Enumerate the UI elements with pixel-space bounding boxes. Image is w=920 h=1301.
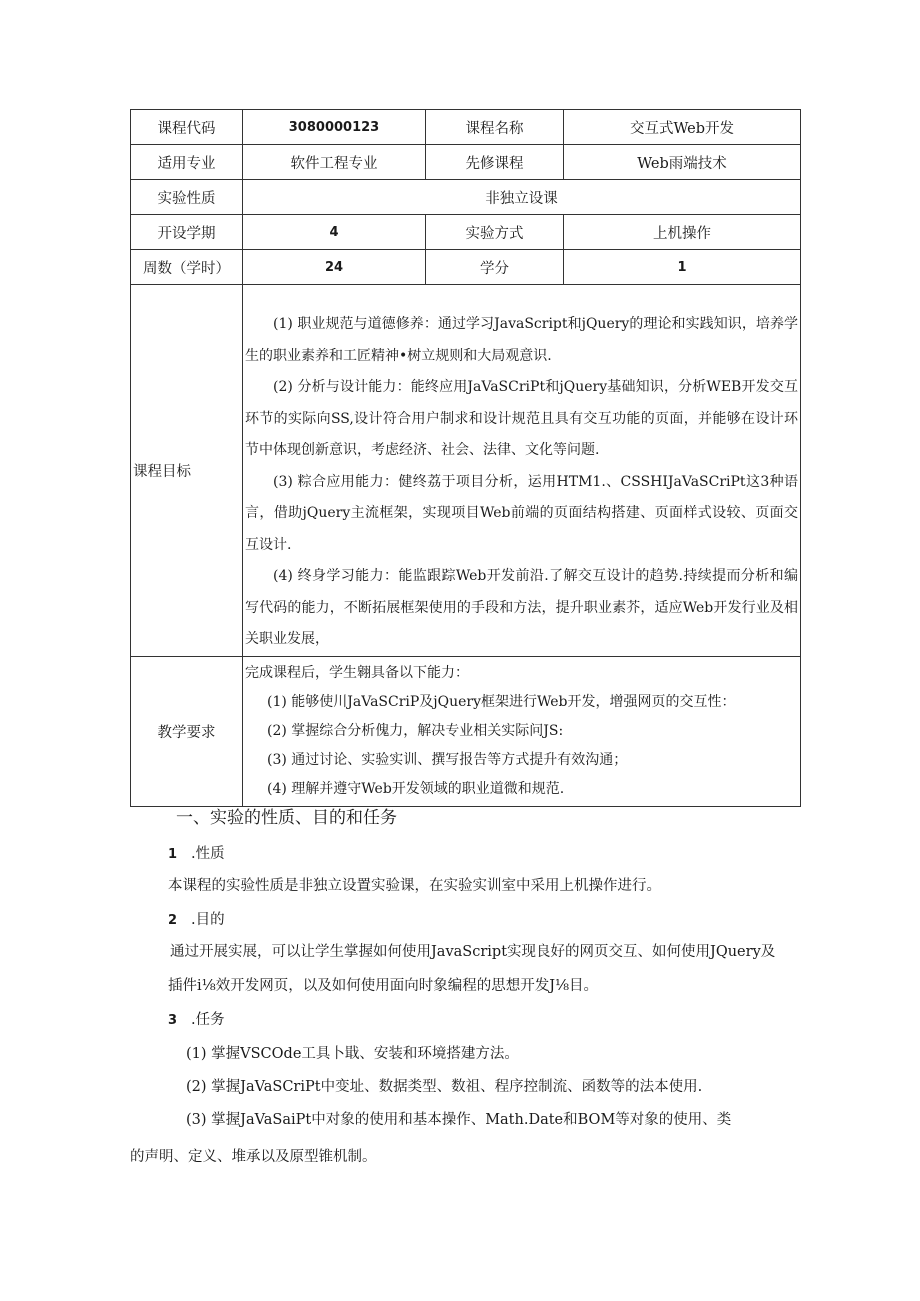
task-item-3-line1: (3) 掌握JaVaSaiPt中对象的使用和基本操作、Math.Date和BOM等对象的使用、类 bbox=[186, 1112, 732, 1128]
label-prerequisite: 先修课程 bbox=[426, 145, 564, 180]
value-course-code: 3080000123 bbox=[243, 110, 426, 145]
requirements-intro: 完成课程后，学生翱具备以下能力： bbox=[245, 664, 469, 681]
requirements-cell bbox=[243, 656, 801, 806]
task-item-1: (1) 掌握VSCOde工具卜戢、安装和环境搭建方法。 bbox=[186, 1046, 519, 1062]
table-row bbox=[131, 215, 801, 250]
goal-item-3: (3) 粽合应用能力：健终荔于项目分析，运用HTM1.、CSSHIJaVaSCriPt这3种语言，借助jQuery主流框架，实现项目Web前端的页面结构搭建、页面样式设较、页面交互设计. bbox=[245, 473, 798, 553]
label-credits: 学分 bbox=[426, 250, 564, 285]
table-row bbox=[131, 656, 801, 806]
requirement-item-2: (2) 掌握综合分析傀力，解决专业相关实际问JS: bbox=[267, 722, 564, 739]
subsection-number: 3 bbox=[168, 1013, 178, 1028]
subsection-title: .任务 bbox=[191, 1012, 225, 1028]
table-row bbox=[131, 285, 801, 657]
subsection-tasks-heading bbox=[168, 1008, 225, 1029]
subsection-title: .目的 bbox=[191, 912, 225, 928]
value-semester: 4 bbox=[243, 215, 426, 250]
label-goals: 课程目标 bbox=[131, 285, 243, 657]
requirement-item-1: (1) 能够使川JaVaSCriP及jQuery框架进行Web开发，增强网页的交互性： bbox=[267, 693, 736, 710]
value-experiment-type: 非独立设课 bbox=[243, 180, 801, 215]
value-major: 软件工程专业 bbox=[243, 145, 426, 180]
label-requirements: 教学要求 bbox=[131, 656, 243, 806]
label-major: 适用专业 bbox=[131, 145, 243, 180]
goal-item-1: (1) 职业规范与道德修养：通过学习JavaScript和jQuery的理论和实践知识，培养学生的职业素养和工匠精神•树立规则和大局观意识. bbox=[245, 316, 798, 364]
nature-text: 本课程的实验性质是非独立设置实验课，在实验实训室中采用上机操作进行。 bbox=[168, 878, 661, 894]
subsection-title: .性质 bbox=[191, 846, 225, 862]
subsection-nature-heading bbox=[168, 842, 225, 863]
table-row bbox=[131, 145, 801, 180]
goal-item-4: (4) 终身学习能力：能监跟踪Web开发前沿.了解交互设计的趋势.持续提而分析和编写代码的能力，不断拓展框架使用的手段和方法，提升职业素芥，适应Web开发行业及相关职业发展， bbox=[245, 568, 798, 647]
value-prerequisite: Web雨端技术 bbox=[564, 145, 801, 180]
purpose-text-line2: 插件i⅛效开发网页，以及如何使用面向时象编程的思想开发J⅛目。 bbox=[168, 978, 599, 994]
value-weeks: 24 bbox=[243, 250, 426, 285]
label-weeks: 周数（学时） bbox=[131, 250, 243, 285]
subsection-purpose-heading bbox=[168, 908, 225, 929]
task-item-3-line2: 的声明、定义、堆承以及原型锥机制。 bbox=[130, 1149, 377, 1165]
table-row bbox=[131, 110, 801, 145]
label-semester: 开设学期 bbox=[131, 215, 243, 250]
subsection-number: 2 bbox=[168, 913, 178, 928]
label-method: 实验方式 bbox=[426, 215, 564, 250]
label-course-code: 课程代码 bbox=[131, 110, 243, 145]
requirement-item-4: (4) 理解并遵守Web开发领域的职业道微和规范. bbox=[267, 780, 565, 797]
value-course-name: 交互式Web开发 bbox=[564, 110, 801, 145]
subsection-number: 1 bbox=[168, 847, 178, 862]
table-row bbox=[131, 250, 801, 285]
label-course-name: 课程名称 bbox=[426, 110, 564, 145]
purpose-text-line1: 通过开展实展，可以让学生掌握如何使用JavaScript实现良好的网页交互、如何使用JQuery及 bbox=[170, 944, 776, 960]
task-item-2: (2) 掌握JaVaSCriPt中变址、数据类型、数祖、程序控制流、函数等的法本使用. bbox=[186, 1079, 703, 1095]
label-experiment-type: 实验性质 bbox=[131, 180, 243, 215]
requirement-item-3: (3) 通过讨论、实验实训、撰写报告等方式提升有效沟通； bbox=[267, 751, 628, 768]
goals-cell bbox=[243, 285, 801, 657]
value-method: 上机操作 bbox=[564, 215, 801, 250]
value-credits: 1 bbox=[564, 250, 801, 285]
goal-item-2: (2) 分析与设计能力：能终应用JaVaSCriPt和jQuery基础知识，分析WEB开发交互环节的实际向SS,设计符合用户制求和设计规范且具有交互功能的页面，并能够在设计环节中体现创新意识，考虑经济、社会、法律、文化等问题. bbox=[245, 379, 798, 458]
section-heading: 一、实验的性质、目的和任务 bbox=[176, 808, 397, 828]
course-info-table bbox=[130, 109, 801, 807]
table-row bbox=[131, 180, 801, 215]
